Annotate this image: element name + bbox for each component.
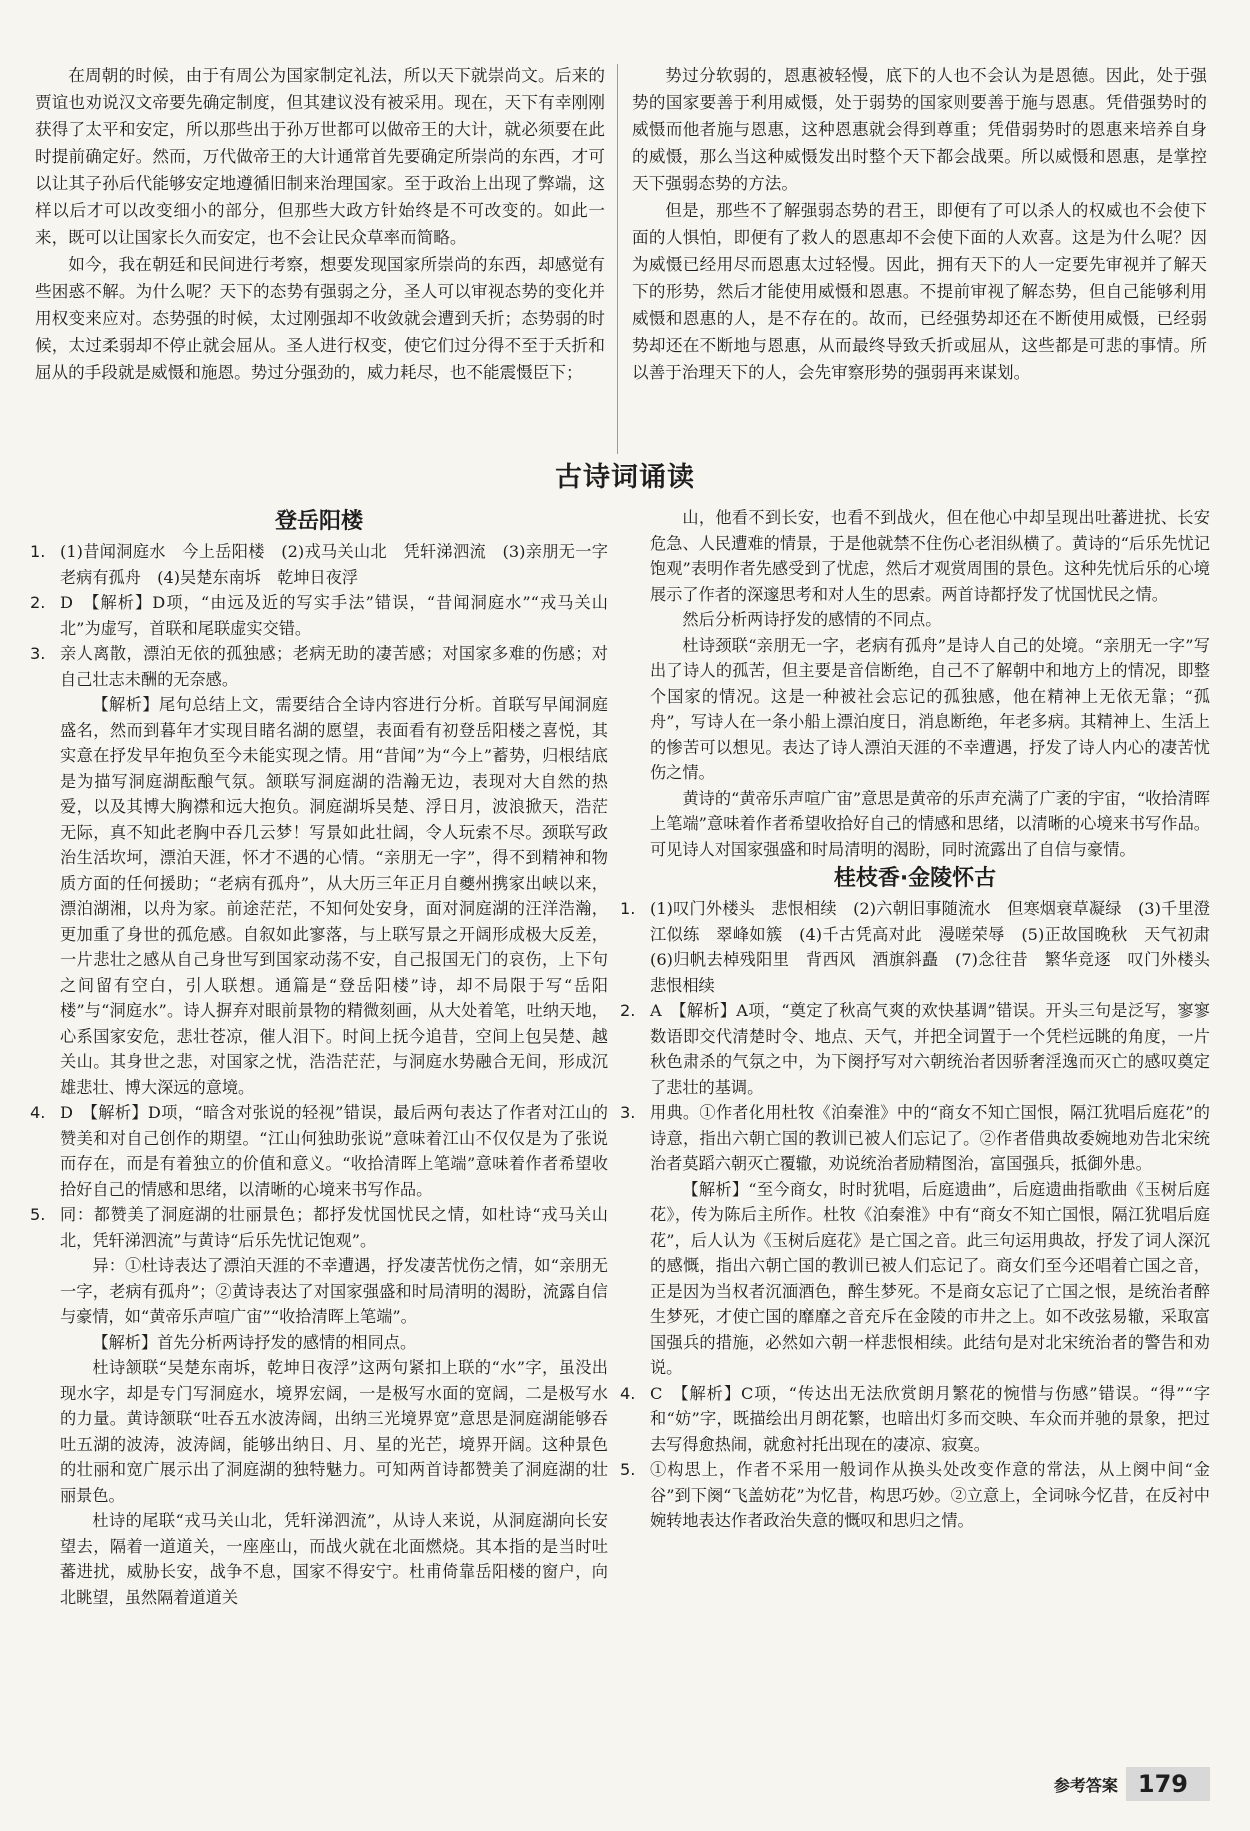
item-text: C 【解析】C项，“传达出无法欣赏朗月繁花的惋惜与伤感”错误。“得”“字和“妨”字，既描绘出月朗花繁，也暗出灯多而交映、车众而并驰的景象，把过去写得愈热闹，就愈衬托出现在的凄凉、寂寞。 (650, 1383, 1210, 1454)
poem-title: 桂枝香·金陵怀古 (833, 866, 997, 891)
analysis-paragraph: 【解析】首先分析两诗抒发的感情的相同点。 (92, 1332, 417, 1352)
answer-item (30, 539, 625, 590)
analysis-paragraph: 杜诗的尾联“戎马关山北，凭轩涕泗流”，从诗人来说，从洞庭湖向长安望去，隔着一道道关，一座座山，而战火就在北面燃烧。其本指的是当时吐蕃进扰，威胁长安，战争不息，国家不得安宁。杜甫倚靠岳阳楼的窗户，向北眺望，虽然隔着道道关 (60, 1511, 608, 1607)
item-number: 1. (30, 542, 46, 561)
page-number: 179 (1126, 1767, 1210, 1801)
item-number: 4. (620, 1383, 636, 1403)
answer-item (30, 590, 608, 641)
answer-item (30, 1100, 608, 1202)
footer-label: 参考答案 (1053, 1775, 1118, 1795)
item-number: 5. (620, 1460, 636, 1479)
item-number: 3. (620, 1103, 636, 1122)
item-text: 同：都赞美了洞庭湖的壮丽景色；都抒发忧国忧民之情，如杜诗“戎马关山北，凭轩涕泗流”与黄诗“后乐先忧记饱观”。 (60, 1205, 608, 1250)
item-text: ①构思上，作者不采用一般词作从换头处改变作意的常法，从上阕中间“金谷”到下阕“飞盖妨花”为忆昔，构思巧妙。②立意上，全词咏今忆昔，在反衬中婉转地表达作者政治失意的慨叹和思归之情。 (650, 1460, 1210, 1530)
item-text: (1)叹门外楼头 悲恨相续 (2)六朝旧事随流水 但寒烟衰草凝绿 (3)千里澄江似练 翠峰如簇 (4)千古凭高对此 漫嗟荣辱 (5)正故国晚秋 天气初肃 (6)归帆去棹残阳里 背西风 酒旗斜矗 (7)念往昔 繁华竞逐 叹门外楼头 悲恨相续 (650, 899, 1227, 995)
analysis-paragraph: 杜诗颈联“亲朋无一字，老病有孤舟”是诗人自己的处境。“亲朋无一字”写出了诗人的孤苦，但主要是音信断绝，自己不了解朝中和地方上的情况，即整个国家的情况。这是一种被社会忘记的孤独感，他在精神上无依无靠；“孤舟”，写诗人在一条小船上漂泊度日，消息断绝，年老多病。其精神上、生活上的惨苦可以想见。表达了诗人漂泊天涯的不幸遭遇，抒发了诗人内心的凄苦忧伤之情。 (650, 635, 1210, 782)
item-number: 2. (620, 1001, 636, 1020)
paragraph: 如今，我在朝廷和民间进行考察，想要发现国家所崇尚的东西，却感觉有些困惑不解。为什么呢？天下的态势有强弱之分，圣人可以审视态势的变化并用权变来应对。态势强的时候，太过刚强却不收敛就会遭到夭折；态势弱的时候，太过柔弱却不停止就会屈从。圣人进行权变，使它们过分得不至于夭折和屈从的手段就是威慑和施恩。势过分强劲的，威力耗尽，也不能震慑臣下； (35, 255, 605, 382)
analysis-paragraph: 【解析】尾句总结上文，需要结合全诗内容进行分析。首联写早闻洞庭盛名，然而到暮年才实现目睹名湖的愿望，表面看有初登岳阳楼之喜悦，其实意在抒发早年抱负至今未能实现之情。用“昔闻”为“今上”蓄势，归根结底是为描写洞庭湖酝酿气氛。颔联写洞庭湖的浩瀚无边，表现对大自然的热爱，以及其博大胸襟和远大抱负。洞庭湖坼吴楚、浮日月，波浪掀天，浩茫无际，真不知此老胸中吞几云梦！写景如此壮阔，令人玩索不尽。颈联写政治生活坎坷，漂泊天涯，怀才不遇的心情。“亲朋无一字”，得不到精神和物质方面的任何援助；“老病有孤舟”，从大历三年正月自夔州携家出峡以来，漂泊湖湘，以舟为家。前途茫茫，不知何处安身，面对洞庭湖的汪洋浩瀚，更加重了身世的孤危感。自叙如此寥落，与上联写景之开阔形成极大反差，一片悲壮之感从自己身世写到国家动荡不安，自己报国无门的哀伤，上下句之间留有空白，引人联想。通篇是“登岳阳楼”诗，却不局限于写“岳阳楼”与“洞庭水”。诗人摒弃对眼前景物的精微刻画，从大处着笔，吐纳天地，心系国家安危，悲壮苍凉，催人泪下。时间上抚今追昔，空间上包吴楚、越关山。其身世之悲，对国家之忧，浩浩茫茫，与洞庭水势融合无间，形成沉雄悲壮、博大深远的意境。 (60, 695, 608, 1097)
item-text: D 【解析】D项，“由远及近的写实手法”错误，“昔闻洞庭水”“戎马关山北”为虚写，首联和尾联虚实交错。 (60, 593, 608, 638)
paragraph: 但是，那些不了解强弱态势的君王，即便有了可以杀人的权威也不会使下面的人惧怕，即便有了救人的恩惠却不会使下面的人欢喜。这是为什么呢？因为威慑已经用尽而恩惠太过轻慢。因此，拥有天下的人一定要先审视并了解天下的形势，然后才能使用威慑和恩惠。不提前审视了解态势，但自己能够利用威慑和恩惠的人，是不存在的。故而，已经强势却还在不断使用威慑，已经弱势却还在不断地与恩惠，从而最终导致夭折或屈从，这些都是可悲的事情。所以善于治理天下的人，会先审察形势的强弱再来谋划。 (632, 201, 1207, 382)
analysis-paragraph: 杜诗颔联“吴楚东南坼，乾坤日夜浮”这两句紧扣上联的“水”字，虽没出现水字，却是专门写洞庭水，境界宏阔，一是极写水面的宽阔，二是极写水的力量。黄诗颔联“吐吞五水波涛阔，出纳三光境界宽”意思是洞庭湖能够吞吐五湖的波涛，波涛阔，能够出纳日、月、星的光芒，境界开阔。这种景色的壮丽和宽广展示出了洞庭湖的独特魅力。可知两首诗都赞美了洞庭湖的壮丽景色。 (60, 1358, 608, 1505)
item-text: A 【解析】A项，“奠定了秋高气爽的欢快基调”错误。开头三句是泛写，寥寥数语即交代清楚时令、地点、天气，并把全词置于一个凭栏远眺的角度，一片秋色肃杀的气氛之中，为下阕抒写对六朝统治者因骄奢淫逸而灭亡的感叹奠定了悲壮的基调。 (650, 1001, 1210, 1097)
item-number: 4. (30, 1103, 46, 1122)
poem-title: 登岳阳楼 (274, 509, 363, 534)
answer-item (30, 1202, 608, 1253)
section-title: 古诗词诵读 (555, 462, 695, 493)
analysis-paragraph: 然后分析两诗抒发的感情的不同点。 (682, 610, 942, 629)
answer-item (30, 641, 608, 692)
item-text: 亲人离散，漂泊无依的孤独感；老病无助的凄苦感；对国家多难的伤感；对自己壮志未酬的无奈感。 (60, 644, 608, 689)
translation-right-column (632, 62, 1207, 386)
item-number: 3. (30, 644, 46, 663)
item-number: 1. (620, 899, 636, 918)
analysis-paragraph: 黄诗的“黄帝乐声喧广宙”意思是黄帝的乐声充满了广袤的宇宙，“收拾清晖上笔端”意味着作者希望收拾好自己的情感和思绪，以清晰的心境来书写作品。可见诗人对国家强盛和时局清明的渴盼，同时流露出了自信与豪情。 (650, 788, 1210, 859)
translation-left-column (35, 62, 605, 386)
item-text: (1)昔闻洞庭水 今上岳阳楼 (2)戎马关山北 凭轩涕泗流 (3)亲朋无一字 老病有孤舟 (4)吴楚东南坼 乾坤日夜浮 (60, 542, 625, 587)
column-divider (617, 64, 618, 454)
answers-right-column (620, 505, 1227, 1534)
item-text: 用典。①作者化用杜牧《泊秦淮》中的“商女不知亡国恨，隔江犹唱后庭花”的诗意，指出六朝亡国的教训已被人们忘记了。②作者借典故委婉地劝告北宋统治者莫蹈六朝灭亡覆辙，劝说统治者励精图治，富国强兵，抵御外患。 (650, 1103, 1210, 1173)
item-text: D 【解析】D项，“暗含对张说的轻视”错误，最后两句表达了作者对江山的赞美和对自己创作的期望。“江山何独助张说”意味着江山不仅仅是为了张说而存在，而是有着独立的价值和意义。“收拾清晖上笔端”意味着作者希望收拾好自己的情感和思绪，以清晰的心境来书写作品。 (60, 1103, 608, 1199)
item-number: 2. (30, 593, 46, 612)
answers-left-column (30, 505, 625, 1610)
answer-item (620, 998, 1210, 1100)
analysis-paragraph: 山，他看不到长安，也看不到战火，但在他心中却呈现出吐蕃进扰、长安危急、人民遭难的情景，于是他就禁不住伤心老泪纵横了。黄诗的“后乐先忧记饱观”表明作者先感受到了忧虑，然后才观赏周围的景色。这种先忧后乐的心境展示了作者的深邃思考和对人生的思索。两首诗都抒发了忧国忧民之情。 (650, 508, 1210, 604)
analysis-paragraph: 异：①杜诗表达了漂泊天涯的不幸遭遇，抒发凄苦忧伤之情，如“亲朋无一字，老病有孤舟”；②黄诗表达了对国家强盛和时局清明的渴盼，流露自信与豪情，如“黄帝乐声喧广宙”“收拾清晖上笔端”。 (60, 1256, 608, 1326)
paragraph: 势过分软弱的，恩惠被轻慢，底下的人也不会认为是恩德。因此，处于强势的国家要善于利用威慑，处于弱势的国家则要善于施与恩惠。凭借强势时的威慑而他者施与恩惠，这种恩惠就会得到尊重；凭借弱势时的恩惠来培养自身的威慑，那么当这种威慑发出时整个天下都会战栗。所以威慑和恩惠，是掌控天下强弱态势的方法。 (632, 66, 1207, 193)
item-number: 5. (30, 1205, 46, 1224)
answer-item (620, 1457, 1210, 1534)
paragraph: 在周朝的时候，由于有周公为国家制定礼法，所以天下就崇尚文。后来的贾谊也劝说汉文帝要先确定制度，但其建议没有被采用。现在，天下有幸刚刚获得了太平和安定，所以那些出于孙万世都可以做帝王的大计，就必须要在此时提前确定好。然而，万代做帝王的大计通常首先要确定所崇尚的东西，才可以让其子孙后代能够安定地遵循旧制来治理国家。至于政治上出现了弊端，这样以后才可以改变细小的部分，但那些大政方针始终是不可改变的。如此一来，既可以让国家长久而安定，也不会让民众草率而简略。 (35, 66, 605, 247)
answer-item (620, 1100, 1210, 1177)
page-footer (1054, 1767, 1210, 1801)
answer-item (620, 896, 1227, 998)
analysis-paragraph: 【解析】“至今商女，时时犹唱，后庭遗曲”，后庭遗曲指歌曲《玉树后庭花》，传为陈后主所作。杜牧《泊秦淮》中有“商女不知亡国恨，隔江犹唱后庭花”，后人认为《玉树后庭花》是亡国之音。此三句运用典故，抒发了词人深沉的感慨，指出六朝亡国的教训已被人们忘记了。商女们至今还唱着亡国之音，正是因为当权者沉湎酒色，醉生梦死。不是商女忘记了亡国之恨，是统治者醉生梦死，才使亡国的靡靡之音充斥在金陵的市井之上。如不改弦易辙，采取富国强兵的措施，必然如六朝一样悲恨相续。此结句是对北宋统治者的警告和劝说。 (650, 1179, 1210, 1377)
answer-item (620, 1381, 1210, 1458)
